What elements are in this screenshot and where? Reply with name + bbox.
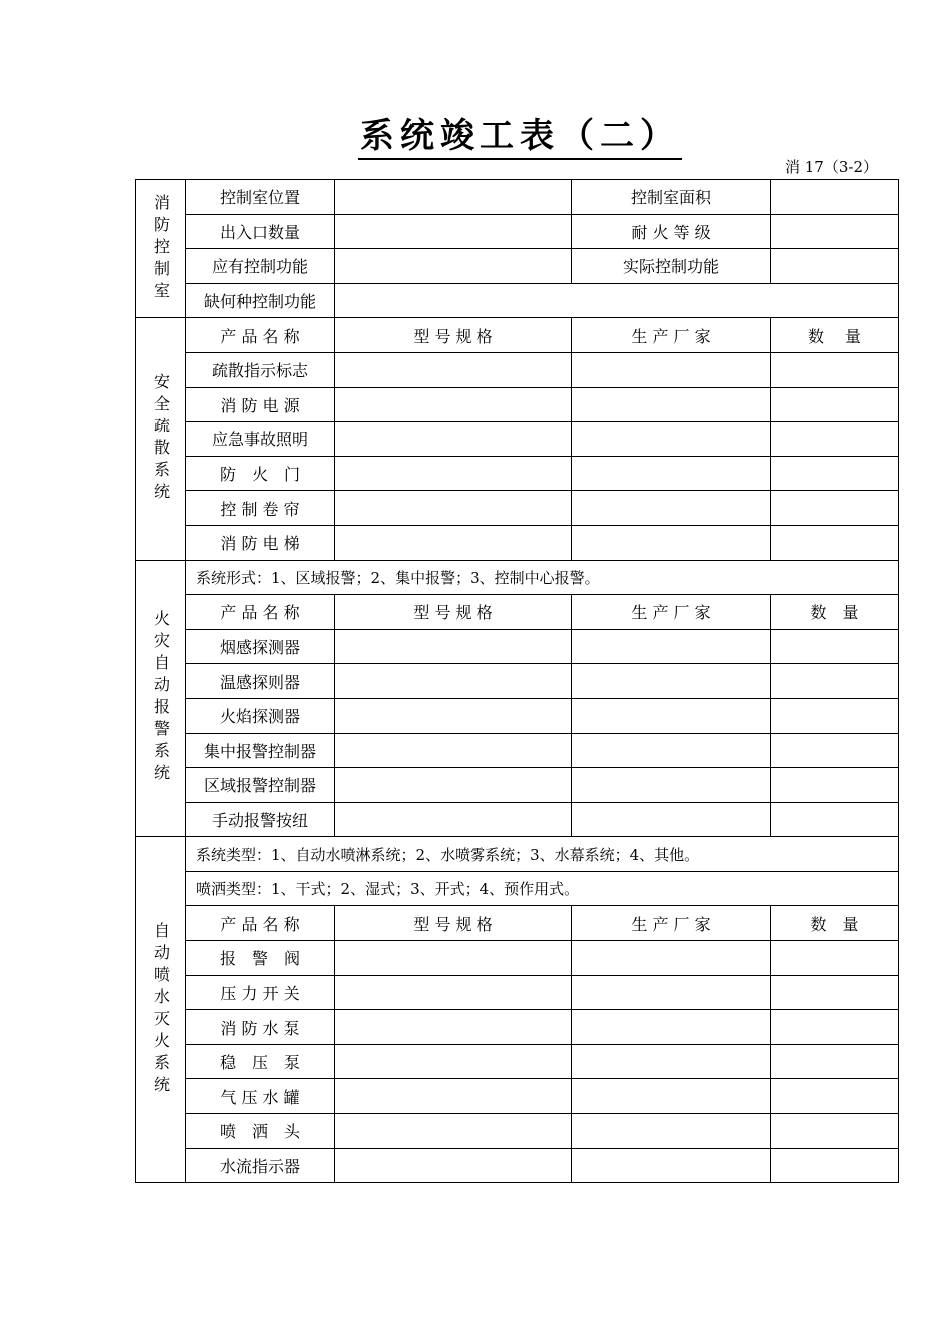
model-cell[interactable] (335, 664, 572, 699)
field-required-functions[interactable] (335, 249, 572, 284)
maker-cell[interactable] (572, 733, 771, 768)
model-cell[interactable] (335, 629, 572, 664)
product-label: 烟感探测器 (186, 629, 335, 664)
maker-cell[interactable] (572, 629, 771, 664)
qty-cell[interactable] (771, 698, 899, 733)
model-cell[interactable] (335, 941, 572, 976)
table-row (136, 387, 899, 422)
label-fire-rating: 耐 火 等 级 (572, 214, 771, 249)
qty-cell[interactable] (771, 975, 899, 1010)
table-row (136, 318, 899, 353)
qty-cell[interactable] (771, 941, 899, 976)
table-row (136, 802, 899, 837)
qty-cell[interactable] (771, 525, 899, 560)
label-room-location: 控制室位置 (186, 180, 335, 215)
table-row (136, 595, 899, 630)
field-room-area[interactable] (771, 180, 899, 215)
qty-cell[interactable] (771, 352, 899, 387)
header-model-spec: 型 号 规 格 (335, 595, 572, 630)
model-cell[interactable] (335, 975, 572, 1010)
table-row (136, 249, 899, 284)
maker-cell[interactable] (572, 768, 771, 803)
table-row (136, 456, 899, 491)
product-label: 压 力 开 关 (186, 975, 335, 1010)
header-manufacturer: 生 产 厂 家 (572, 595, 771, 630)
table-row (136, 1148, 899, 1183)
model-cell[interactable] (335, 525, 572, 560)
section-label-sprinkler: 自动喷水灭火系统 (136, 837, 186, 1183)
qty-cell[interactable] (771, 387, 899, 422)
product-label: 集中报警控制器 (186, 733, 335, 768)
model-cell[interactable] (335, 733, 572, 768)
maker-cell[interactable] (572, 664, 771, 699)
product-label: 区域报警控制器 (186, 768, 335, 803)
product-label: 控 制 卷 帘 (186, 491, 335, 526)
header-manufacturer: 生 产 厂 家 (572, 318, 771, 353)
table-row (136, 941, 899, 976)
model-cell[interactable] (335, 422, 572, 457)
table-row (136, 422, 899, 457)
maker-cell[interactable] (572, 456, 771, 491)
qty-cell[interactable] (771, 733, 899, 768)
product-label: 疏散指示标志 (186, 352, 335, 387)
label-room-area: 控制室面积 (572, 180, 771, 215)
qty-cell[interactable] (771, 1079, 899, 1114)
table-row (136, 1079, 899, 1114)
product-label: 手动报警按纽 (186, 802, 335, 837)
note-spray-type: 喷洒类型：1、干式；2、湿式；3、开式；4、预作用式。 (186, 871, 899, 906)
model-cell[interactable] (335, 1079, 572, 1114)
note-system-type: 系统类型：1、自动水喷淋系统；2、水喷雾系统；3、水幕系统；4、其他。 (186, 837, 899, 872)
model-cell[interactable] (335, 1114, 572, 1149)
maker-cell[interactable] (572, 1148, 771, 1183)
table-row (136, 1010, 899, 1045)
maker-cell[interactable] (572, 491, 771, 526)
model-cell[interactable] (335, 1010, 572, 1045)
form-code: 消 17（3-2） (784, 158, 878, 176)
maker-cell[interactable] (572, 1114, 771, 1149)
qty-cell[interactable] (771, 422, 899, 457)
header-quantity: 数 量 (771, 595, 899, 630)
product-label: 稳 压 泵 (186, 1044, 335, 1079)
field-missing-functions[interactable] (335, 283, 899, 318)
section-label-fire-alarm: 火灾自动报警系统 (136, 560, 186, 837)
qty-cell[interactable] (771, 768, 899, 803)
qty-cell[interactable] (771, 1114, 899, 1149)
header-model-spec: 型 号 规 格 (335, 906, 572, 941)
table-row (136, 352, 899, 387)
table-row (136, 214, 899, 249)
label-actual-functions: 实际控制功能 (572, 249, 771, 284)
model-cell[interactable] (335, 352, 572, 387)
header-product-name: 产 品 名 称 (186, 318, 335, 353)
section-label-control-room: 消防控制室 (136, 180, 186, 318)
maker-cell[interactable] (572, 802, 771, 837)
qty-cell[interactable] (771, 1010, 899, 1045)
maker-cell[interactable] (572, 422, 771, 457)
table-row (136, 1114, 899, 1149)
model-cell[interactable] (335, 768, 572, 803)
field-actual-functions[interactable] (771, 249, 899, 284)
product-label: 消 防 电 源 (186, 387, 335, 422)
table-row (136, 180, 899, 215)
header-manufacturer: 生 产 厂 家 (572, 906, 771, 941)
product-label: 防 火 门 (186, 456, 335, 491)
qty-cell[interactable] (771, 664, 899, 699)
model-cell[interactable] (335, 698, 572, 733)
table-row (136, 283, 899, 318)
maker-cell[interactable] (572, 525, 771, 560)
product-label: 水流指示器 (186, 1148, 335, 1183)
maker-cell[interactable] (572, 1079, 771, 1114)
field-fire-rating[interactable] (771, 214, 899, 249)
table-row (136, 629, 899, 664)
maker-cell[interactable] (572, 1010, 771, 1045)
qty-cell[interactable] (771, 802, 899, 837)
model-cell[interactable] (335, 802, 572, 837)
model-cell[interactable] (335, 491, 572, 526)
product-label: 应急事故照明 (186, 422, 335, 457)
model-cell[interactable] (335, 1044, 572, 1079)
qty-cell[interactable] (771, 456, 899, 491)
header-quantity: 数 量 (771, 906, 899, 941)
header-quantity: 数 量 (771, 318, 899, 353)
header-product-name: 产 品 名 称 (186, 595, 335, 630)
maker-cell[interactable] (572, 698, 771, 733)
table-row (136, 1044, 899, 1079)
label-exits: 出入口数量 (186, 214, 335, 249)
maker-cell[interactable] (572, 352, 771, 387)
product-label: 消 防 电 梯 (186, 525, 335, 560)
section-label-evacuation: 安全疏散系统 (136, 318, 186, 560)
table-row (136, 733, 899, 768)
qty-cell[interactable] (771, 629, 899, 664)
field-exits[interactable] (335, 214, 572, 249)
maker-cell[interactable] (572, 1044, 771, 1079)
product-label: 喷 洒 头 (186, 1114, 335, 1149)
qty-cell[interactable] (771, 491, 899, 526)
note-system-form: 系统形式：1、区域报警；2、集中报警；3、控制中心报警。 (186, 560, 899, 595)
table-row (136, 698, 899, 733)
qty-cell[interactable] (771, 1044, 899, 1079)
table-row (136, 837, 899, 872)
completion-table (135, 179, 899, 1183)
table-row (136, 525, 899, 560)
table-row (136, 664, 899, 699)
product-label: 消 防 水 泵 (186, 1010, 335, 1045)
label-required-functions: 应有控制功能 (186, 249, 335, 284)
product-label: 气 压 水 罐 (186, 1079, 335, 1114)
field-room-location[interactable] (335, 180, 572, 215)
label-missing-functions: 缺何种控制功能 (186, 283, 335, 318)
model-cell[interactable] (335, 1148, 572, 1183)
header-product-name: 产 品 名 称 (186, 906, 335, 941)
table-row (136, 560, 899, 595)
maker-cell[interactable] (572, 975, 771, 1010)
product-label: 火焰探测器 (186, 698, 335, 733)
maker-cell[interactable] (572, 387, 771, 422)
table-row (136, 975, 899, 1010)
table-row (136, 768, 899, 803)
table-row (136, 491, 899, 526)
product-label: 温感探则器 (186, 664, 335, 699)
maker-cell[interactable] (572, 941, 771, 976)
table-row (136, 871, 899, 906)
header-model-spec: 型 号 规 格 (335, 318, 572, 353)
qty-cell[interactable] (771, 1148, 899, 1183)
table-row (136, 906, 899, 941)
model-cell[interactable] (335, 387, 572, 422)
form-title: 系统竣工表（二） (0, 108, 950, 157)
product-label: 报 警 阀 (186, 941, 335, 976)
model-cell[interactable] (335, 456, 572, 491)
